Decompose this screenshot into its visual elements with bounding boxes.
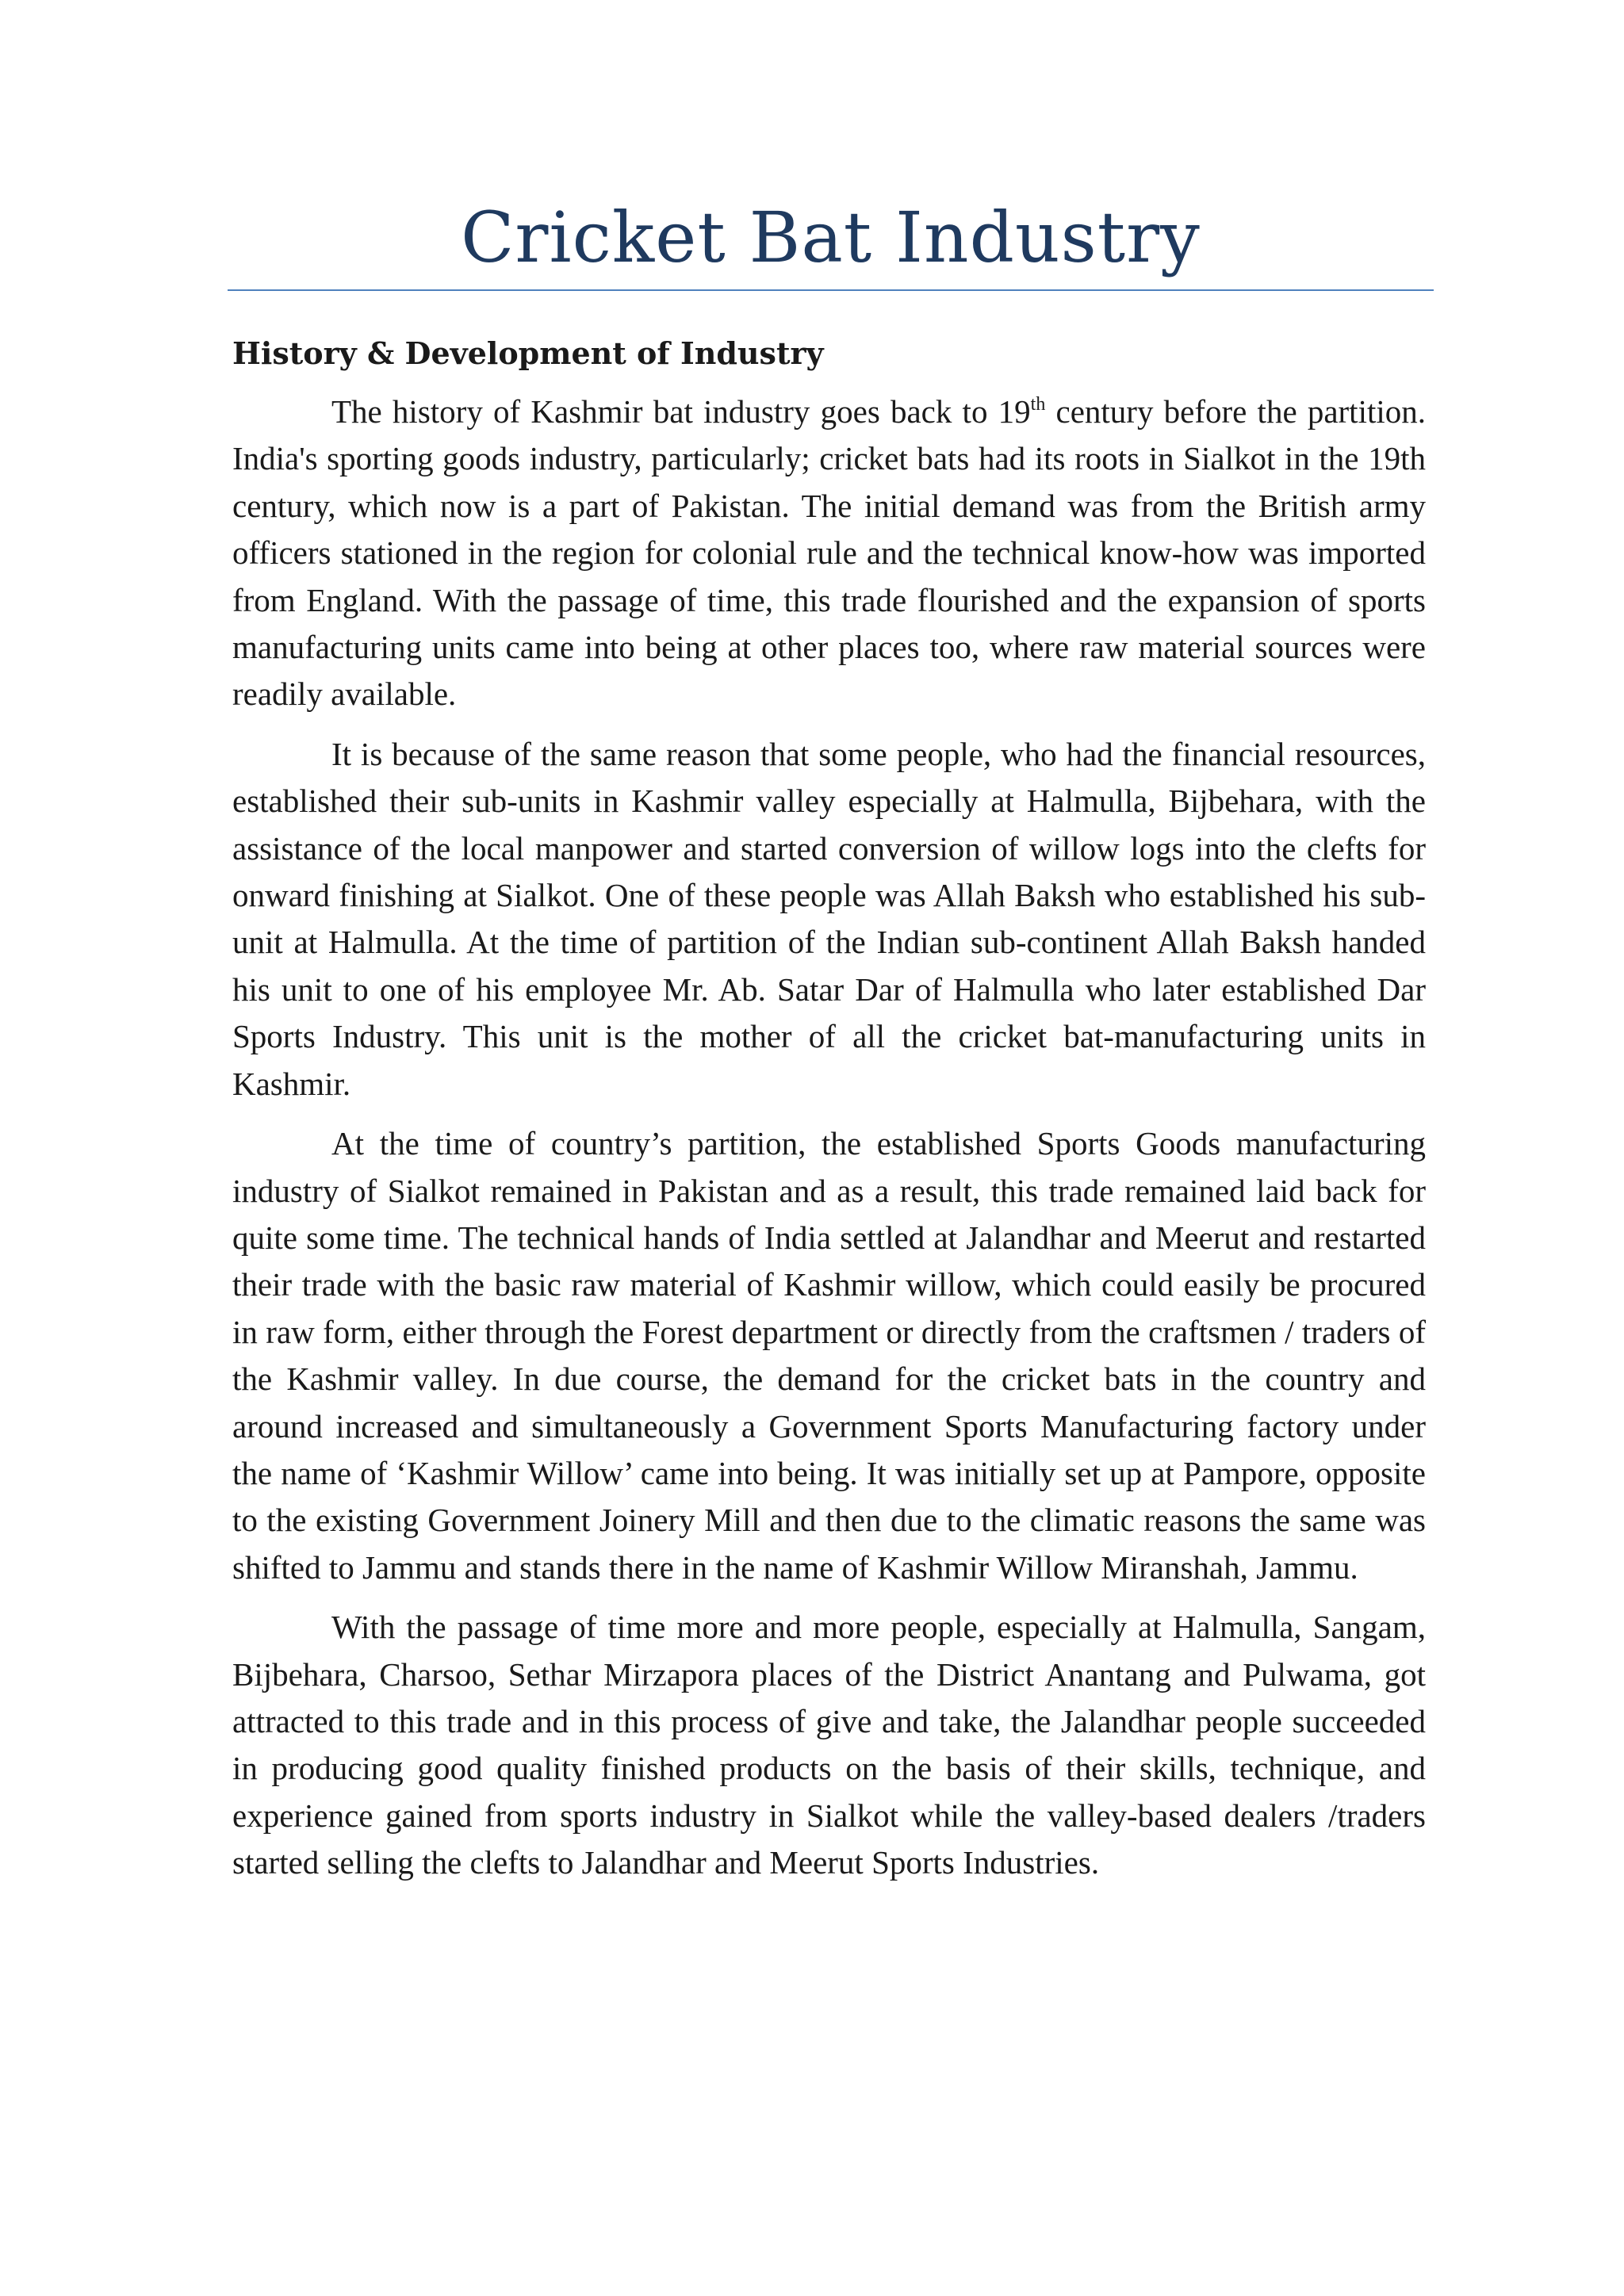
paragraph-3: At the time of country’s partition, the established Sports Goods manufacturing industry of Sialkot remained in Pakistan and as a result, this trade remained laid back for quite some time. The technical hands of India settled at Jalandhar and Meerut and restarted their trade with the basic raw material of Kashmir willow, which could easily be procured in raw form, either through the Forest department or directly from the craftsmen / traders of the Kashmir valley. In due course, the demand for the cricket bats in the country and around increased and simultaneously a Government Sports Manufacturing factory under the name of ‘Kashmir Willow’ came into being. It was initially set up at Pampore, opposite to the existing Government Joinery Mill and then due to the climatic reasons the same was shifted to Jammu and stands there in the name of Kashmir Willow Miranshah, Jammu. bbox=[232, 1125, 1426, 1586]
ordinal-superscript: th bbox=[1030, 394, 1046, 415]
paragraph-1 bbox=[232, 388, 1426, 718]
section-heading: History & Development of Industry bbox=[232, 335, 824, 371]
body-text bbox=[232, 388, 1426, 1900]
paragraph-4: With the passage of time more and more people, especially at Halmulla, Sangam, Bijbehara, Charsoo, Sethar Mirzapora places of the District Anantang and Pulwama, got attracted to this trade and in this process of give and take, the Jalandhar people succeeded in producing good quality finished products on the basis of their skills, technique, and experience gained from sports industry in Sialkot while the valley-based dealers /traders started selling the clefts to Jalandhar and Meerut Sports Industries. bbox=[232, 1609, 1426, 1881]
paragraph-2: It is because of the same reason that some people, who had the financial resources, established their sub-units in Kashmir valley especially at Halmulla, Bijbehara, with the assistance of the local manpower and started conversion of willow logs into the clefts for onward finishing at Sialkot. One of these people was Allah Baksh who established his sub-unit at Halmulla. At the time of partition of the Indian sub-continent Allah Baksh handed his unit to one of his employee Mr. Ab. Satar Dar of Halmulla who later established Dar Sports Industry. This unit is the mother of all the cricket bat-manufacturing units in Kashmir. bbox=[232, 735, 1426, 1102]
title-underline bbox=[228, 289, 1434, 291]
paragraph-1-text-start: The history of Kashmir bat industry goes back to 19 bbox=[331, 393, 1031, 430]
paragraph-1-text-end: century before the partition. India's sporting goods industry, particularly; cricket bats had its roots in Sialkot in the 19th century, which now is a part of Pakistan. The initial demand was from the British army officers stationed in the region for colonial rule and the technical know-how was imported from England. With the passage of time, this trade flourished and the expansion of sports manufacturing units came into being at other places too, where raw material sources were readily available. bbox=[232, 393, 1426, 713]
page-title: Cricket Bat Industry bbox=[461, 197, 1201, 278]
